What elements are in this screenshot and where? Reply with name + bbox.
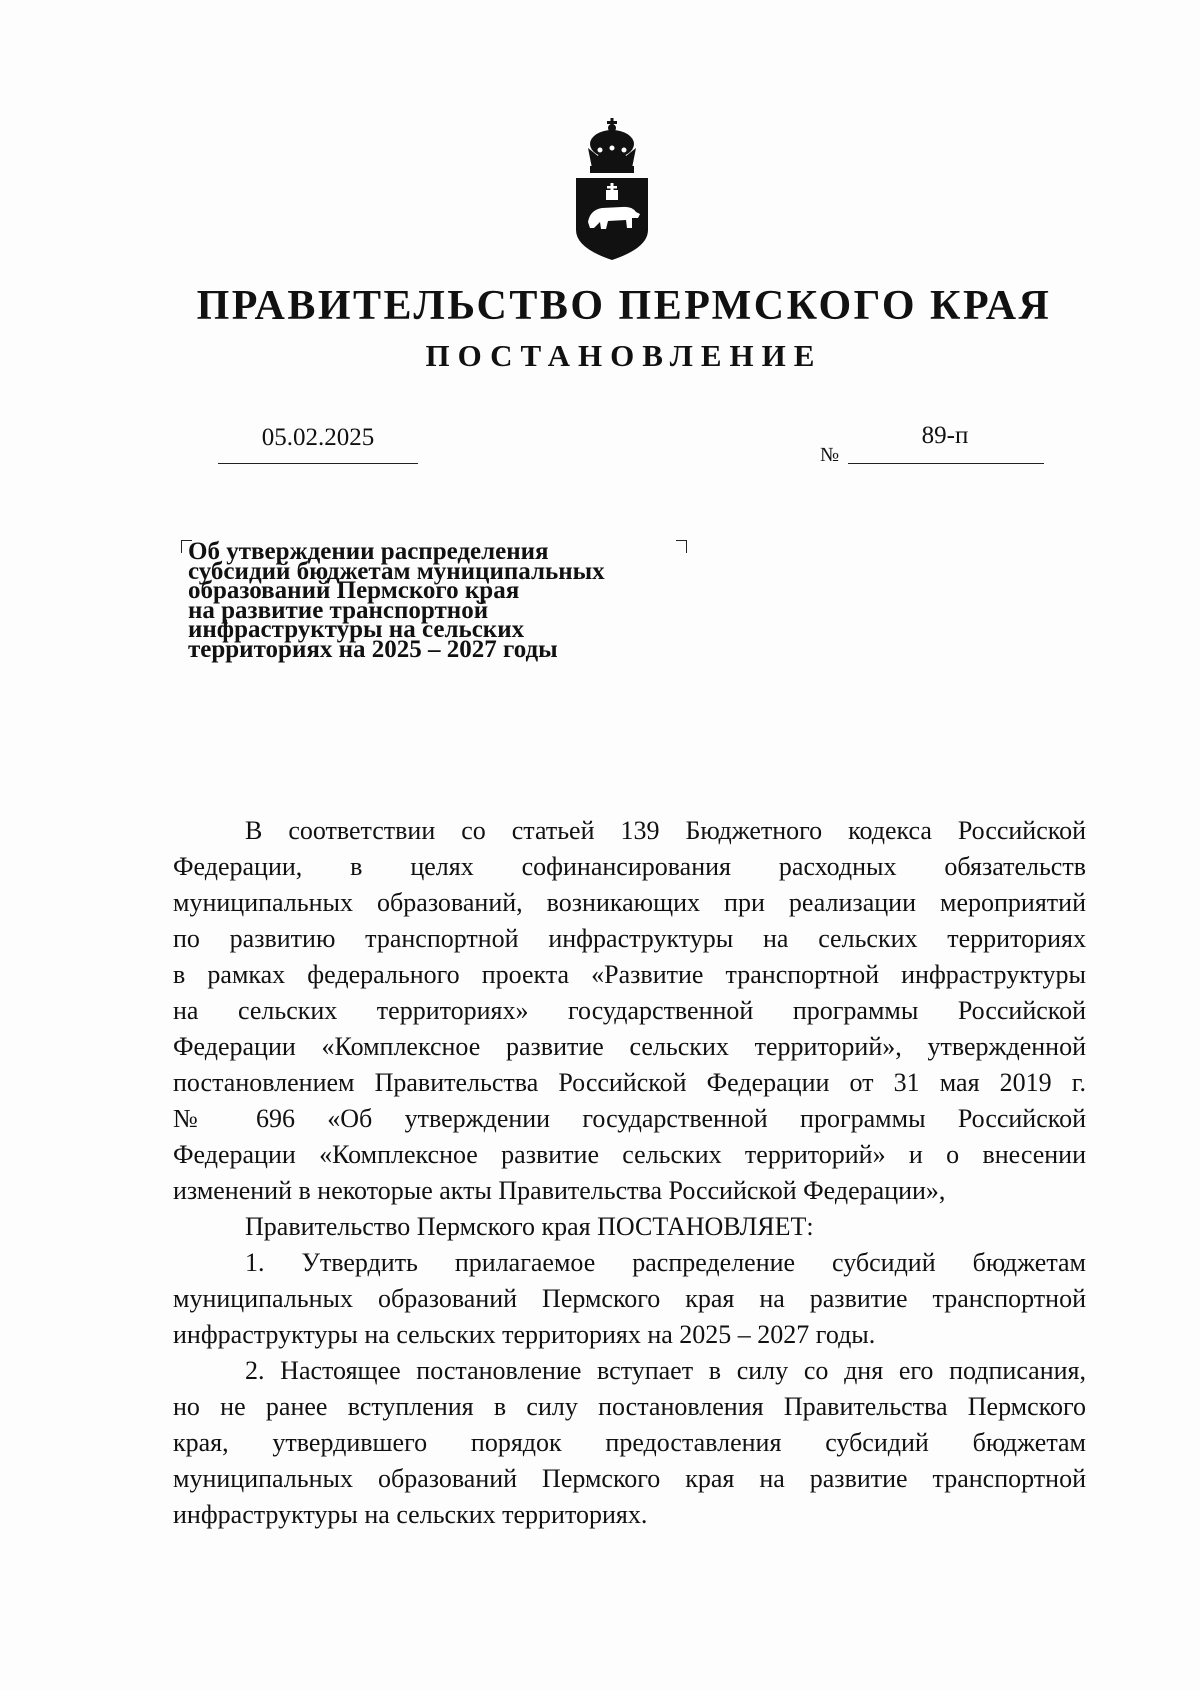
body-line: на сельских территориях» государственной программы Российской xyxy=(173,996,1086,1025)
subject-line: образований Пермского края xyxy=(188,577,520,604)
subject-line: Об утверждении распределения xyxy=(188,538,549,565)
document-subject xyxy=(188,538,688,663)
date-underline xyxy=(218,463,418,464)
body-line: 2. Настоящее постановление вступает в силу со дня его подписания, xyxy=(245,1356,1086,1385)
subject-line: инфраструктуры на сельских xyxy=(188,616,525,643)
body-line: Правительство Пермского края ПОСТАНОВЛЯЕТ: xyxy=(245,1212,814,1241)
body-line: инфраструктуры на сельских территориях. xyxy=(173,1500,648,1529)
number-sign: № xyxy=(820,444,840,466)
body-line: постановлением Правительства Российской Федерации от 31 мая 2019 г. xyxy=(173,1068,1086,1097)
body-line: муниципальных образований Пермского края на развитие транспортной xyxy=(173,1284,1086,1313)
body-line: Федерации, в целях софинансирования расходных обязательств xyxy=(173,852,1086,881)
document-number: 89-п xyxy=(921,422,969,449)
body-line: в рамках федерального проекта «Развитие транспортной инфраструктуры xyxy=(173,960,1086,989)
body-line: Федерации «Комплексное развитие сельских территорий» и о внесении xyxy=(173,1140,1086,1169)
organization-title: ПРАВИТЕЛЬСТВО ПЕРМСКОГО КРАЯ xyxy=(196,283,1052,329)
perm-krai-coat-of-arms-icon xyxy=(562,110,662,265)
document-date: 05.02.2025 xyxy=(261,424,375,451)
document-body xyxy=(173,813,1086,1533)
number-underline xyxy=(848,463,1044,464)
body-line: 1. Утвердить прилагаемое распределение субсидий бюджетам xyxy=(245,1248,1086,1277)
document-type: ПОСТАНОВЛЕНИЕ xyxy=(425,338,823,373)
body-line: но не ранее вступления в силу постановления Правительства Пермского xyxy=(173,1392,1086,1421)
body-line: В соответствии со статьей 139 Бюджетного кодекса Российской xyxy=(245,816,1086,845)
body-line: изменений в некоторые акты Правительства Российской Федерации», xyxy=(173,1176,946,1205)
subject-line: на развитие транспортной xyxy=(188,596,489,624)
body-line: по развитию транспортной инфраструктуры на сельских территориях xyxy=(173,924,1086,953)
body-line: края, утвердившего порядок предоставления субсидий бюджетам xyxy=(173,1428,1086,1457)
body-line: муниципальных образований, возникающих при реализации мероприятий xyxy=(173,888,1086,917)
body-line: Федерации «Комплексное развитие сельских территорий», утвержденной xyxy=(173,1032,1086,1061)
body-line: муниципальных образований Пермского края на развитие транспортной xyxy=(173,1464,1086,1493)
body-line: инфраструктуры на сельских территориях на 2025 – 2027 годы. xyxy=(173,1320,876,1349)
body-line: № 696 «Об утверждении государственной программы Российской xyxy=(173,1104,1086,1133)
subject-line: территориях на 2025 – 2027 годы xyxy=(188,635,558,663)
subject-line: субсидий бюджетам муниципальных xyxy=(188,557,605,585)
